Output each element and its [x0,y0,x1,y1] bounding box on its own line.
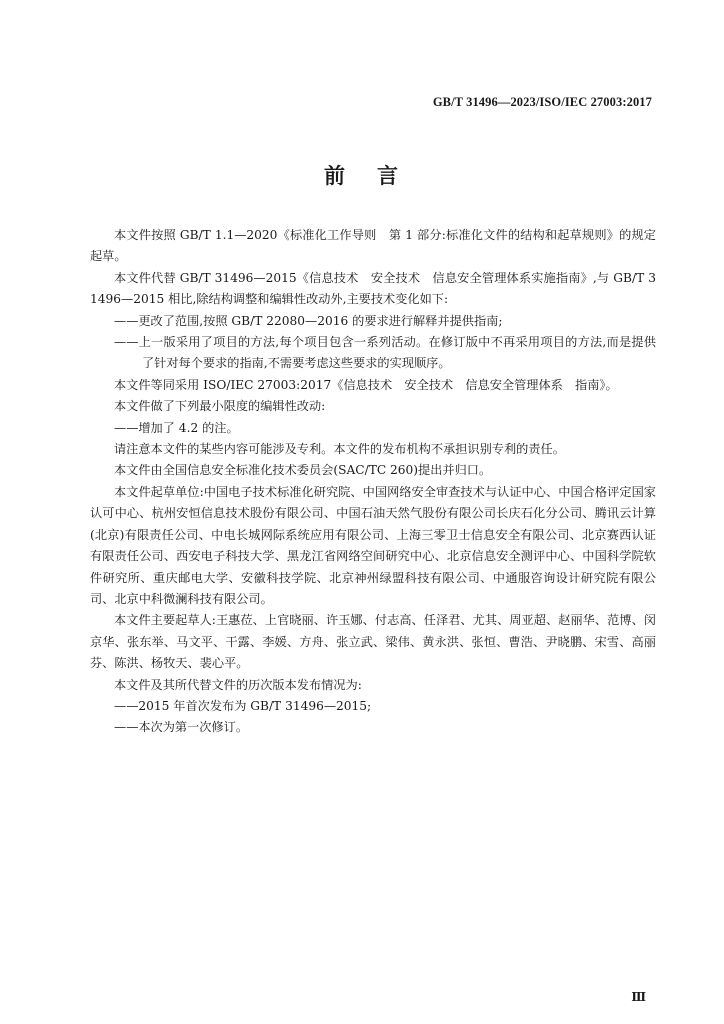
page-number: Ⅲ [631,990,646,1004]
paragraph-replaces: 本文件代替 GB/T 31496—2015《信息技术 安全技术 信息安全管理体系实施指南》,与 GB/T 31496—2015 相比,除结构调整和编辑性改动外,主要技术变化如下: [90,270,656,307]
paragraph-drafting-rules: 本文件按照 GB/T 1.1—2020《标准化工作导则 第 1 部分:标准化文件的结构和起草规则》的规定起草。 [90,228,656,264]
list-item-note-added: ——增加了 4.2 的注。 [114,420,239,435]
paragraph-drafting-organizations: 本文件起草单位:中国电子技术标准化研究院、中国网络安全审查技术与认证中心、中国合格评定国家认可中心、杭州安恒信息技术股份有限公司、中国石油天然气股份有限公司长庆石化分公司、腾讯云计算(北京)有限责任公司、中电长城网际系统应用有限公司、上海三零卫士信息安全有限公司、北京赛西认证有限责任公司、西安电子科技大学、黑龙江省网络空间研究中心、北京信息安全测评中心、中国科学院软件研究所、重庆邮电大学、安徽科技学院、北京神州绿盟科技有限公司、中通服咨询设计研究院有限公司、北京中科微澜科技有限公司。 [90,484,656,606]
list-item-first-revision: ——本次为第一次修订。 [114,720,249,735]
standard-number-header: GB/T 31496—2023/ISO/IEC 27003:2017 [432,95,652,109]
list-item-first-release: ——2015 年首次发布为 GB/T 31496—2015; [114,698,372,713]
paragraph-patent-notice: 请注意本文件的某些内容可能涉及专利。本文件的发布机构不承担识别专利的责任。 [114,442,565,457]
paragraph-editorial-changes: 本文件做了下列最小限度的编辑性改动: [114,399,326,414]
section-title [0,160,724,192]
list-item-scope-change: ——更改了范围,按照 GB/T 22080—2016 的要求进行解释并提供指南; [114,313,503,328]
paragraph-version-history: 本文件及其所代替文件的历次版本发布情况为: [114,677,362,692]
title-char-2: 言 [377,164,400,188]
list-item-project-method-change: ——上一版采用了项目的方法,每个项目包含一系列活动。在修订版中不再采用项目的方法,而是提供了针对每个要求的指南,不需要考虑这些要求的实现顺序。 [114,335,656,371]
title-char-1: 前 [324,164,347,188]
paragraph-drafters: 本文件主要起草人:王惠莅、上官晓丽、许玉娜、付志高、任泽君、尤其、周亚超、赵丽华、范博、闵京华、张东举、马文平、干露、李媛、方舟、张立武、梁伟、黄永洪、张恒、曹浩、尹晓鹏、宋雪、高丽芬、陈洪、杨牧天、裴心平。 [90,613,656,671]
paragraph-equivalent-adoption: 本文件等同采用 ISO/IEC 27003:2017《信息技术 安全技术 信息安全管理体系 指南》。 [114,377,618,392]
paragraph-committee: 本文件由全国信息安全标准化技术委员会(SAC/TC 260)提出并归口。 [114,463,492,478]
preface-body [90,225,656,739]
